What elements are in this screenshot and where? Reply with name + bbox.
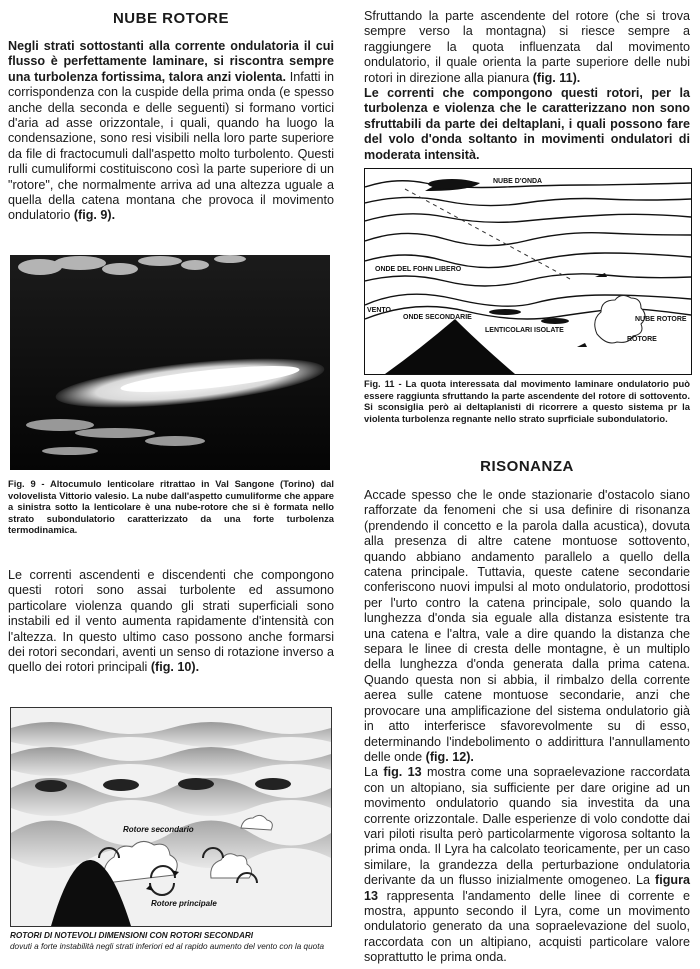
fig13-text-c: rappresenta l'andamento delle linee di corrente e mostra, appunto secondo il Lyra, come un movimento ondulatorio generato da una sopraelevazione del suolo, raccordata con un altipiano, acquisti particolare valore soprattutto le prima onda.: [364, 888, 690, 965]
fig12-reference: (fig. 12).: [425, 749, 474, 764]
rotor-paragraph: [8, 568, 334, 676]
label-rotore-secondario: Rotore secondario: [123, 825, 194, 834]
figure-11-diagram: [364, 168, 692, 375]
label-rotore-principale: Rotore principale: [151, 899, 217, 908]
fig9-reference: (fig. 9).: [73, 208, 116, 223]
label-rotore: ROTORE: [627, 336, 657, 343]
lenticular-cloud-photo: [10, 255, 330, 470]
risonanza-body: [364, 488, 690, 966]
fig13-reference-2: figura 13: [364, 873, 690, 903]
section-title-nube-rotore: NUBE ROTORE: [112, 10, 230, 27]
exploit-paragraph: [364, 9, 690, 163]
rotor-text: Le correnti ascendenti e discendenti che compongono questi rotori sono assai turbolente ed assumono particolare violenza quando gli strati superficiali sono instabili ed il vento aumenta rapidamente d'intensità con l'altezza. In questo ultimo caso possono anche formarsi dei rotori secondari, aventi un senso di rotazione inverso a quello dei rotori principali: [8, 568, 334, 675]
risonanza-paragraph: [364, 488, 690, 765]
fig11-reference: (fig. 11).: [532, 70, 581, 85]
rotor-diagram: [11, 708, 331, 926]
label-nube-rotore: NUBE ROTORE: [635, 316, 687, 323]
risonanza-text: Accade spesso che le onde stazionarie d'ostacolo siano rafforzate da fenomeni che si usa definire di risonanza (prendendo il concetto e la parola dalla acustica), dovuta alla presenza di altre catene montuose sottovento, quando abbiano andamento parallelo a quello della catena principale. Tuttavia, queste catene secondarie conferiscono nuovi impulsi al moto ondulatorio, prodottosi per l'urto contro la catena principale, solo quando la lunghezza d'onda sia eguale alla distanza esistente tra una catena e l'altra, vale a dire quando la distanza che separa le linee di cresta delle montagne, è un multiplo della lunghezza d'onda generata dalla prima catena. Quando questa non si abbia, il rimbalzo della corrente aerea sulle catene montuose secondarie, anzi che provocare una amplificazione del sistema ondulatorio già in atto interferisce sfavorevolmente su di esso, determinando l'indebolimento o addirittura l'annullamento delle onde: [364, 488, 690, 764]
section-title-risonanza: RISONANZA: [480, 458, 574, 475]
figure-10-caption: [10, 930, 330, 952]
exploit-bold: Le correnti che compongono questi rotori, per la turbolenza e violenza che le caratterizzano non sono sfruttabili da parte dei deltaplani, i quali possono fare del volo d'onda soltanto in movimenti ondulatori di moderata intensità.: [364, 86, 690, 162]
fig13-reference: fig. 13: [383, 765, 422, 780]
figure-10-caption-text: dovuti a forte instabilità negli strati inferiori ed al rapido aumento del vento con la quota: [10, 942, 325, 951]
fig13-text-a: La: [364, 765, 384, 780]
intro-paragraph: [8, 39, 334, 224]
label-onde-del-fohn: ONDE DEL FOHN LIBERO: [375, 266, 462, 273]
label-vento: VENTO: [367, 307, 391, 314]
intro-text: Infatti in corrispondenza con la cuspide della prima onda (e spesso anche della seconda e delle seguenti) si formano vortici d'aria ad asse orizzontale, i quali, quando ha luogo la condensazione, sono resi visibili nella loro parte superiore da file di fractocumuli dall'aspetto molto turbolento. Questi rulli cumuliformi costituiscono così la parte superiore di un "rotore", che normalmente arriva ad una altezza uguale a quella della catena montana che provoca il movimento ondulatorio: [8, 69, 334, 223]
label-lenticolari-isolate: LENTICOLARI ISOLATE: [485, 327, 564, 334]
figure-9-caption: Fig. 9 - Altocumulo lenticolare ritrattao in Val Sangone (Torino) dal volovelista Vittorio valesio. La nube dall'aspetto cumuliforme che appare a sinistra sotto la lenticolare è una nube-rotore che si è formata nello strato subondulatorio caratterizzato da una forte turbolenza termodinamica.: [8, 478, 334, 535]
figure-10-caption-title: ROTORI DI NOTEVOLI DIMENSIONI CON ROTORI SECONDARI: [10, 931, 254, 940]
fig13-text-b: mostra come una sopraelevazione raccordata con un altopiano, sia sufficiente per dare origine ad un movimento ondulatorio quando sia investita da una corrente orizzontale. Dalle esperienze di volo condotte dai vari piloti risulta però particolarmente vigorosa soltanto la prima onda. Il Lyra ha calcolato teoricamente, per un caso similare, la grandezza della perturbazione ondulatoria derivante da un flusso inizialmente omogeneo. La: [364, 765, 690, 888]
intro-bold: Negli strati sottostanti alla corrente ondulatoria il cui flusso è perfettamente laminare, si riscontra sempre una turbolenza fortissima, talora anzi violenta.: [8, 39, 334, 84]
label-nube-d-onda: NUBE D'ONDA: [493, 178, 543, 185]
label-onde-secondarie: ONDE SECONDARIE: [403, 314, 472, 321]
exploit-text: Sfruttando la parte ascendente del rotore (che si trova sempre verso la montagna) si riesce sempre a raggiungere la quota influenzata dal movimento ondulatorio, il quale orienta la parte superiore delle nubi rotori in direzione alla pianura: [364, 9, 690, 85]
wave-flow-diagram: [365, 169, 691, 374]
figure-10-diagram: [10, 707, 332, 927]
figure-11-caption: Fig. 11 - La quota interessata dal movimento laminare ondulatorio può essere raggiunta sfruttando la parte ascendente del rotore di sottovento. Si sconsiglia però ai deltaplanisti di ricorrere a questo sistema pr la violenta turbolenza regnante nello strato suprficiale subondulatorio.: [364, 378, 690, 424]
fig13-paragraph: [364, 765, 690, 965]
figure-9-photo: [10, 255, 330, 470]
fig10-reference: (fig. 10).: [150, 660, 200, 675]
